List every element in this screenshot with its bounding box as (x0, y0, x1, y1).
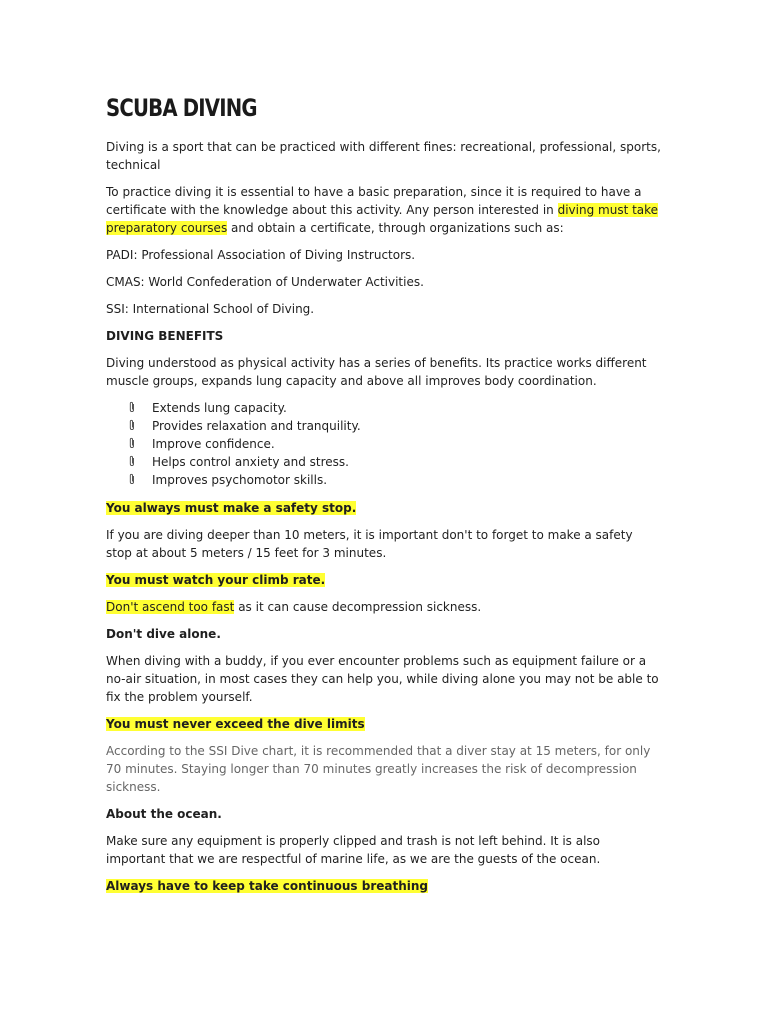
list-item-label: Extends lung capacity. (152, 401, 287, 415)
dive-limits-paragraph: According to the SSI Dive chart, it is recommended that a diver stay at 15 meters, for only 70 minutes. Staying longer than 70 minutes greatly increases the risk of decompression sickness. (106, 744, 651, 794)
benefits-paragraph: Diving understood as physical activity has a series of benefits. Its practice works different muscle groups, expands lung capacity and above all improves body coordination. (106, 356, 647, 388)
ocean-heading: About the ocean. (106, 807, 222, 821)
preparation-text-end: and obtain a certificate, through organizations such as: (227, 221, 564, 235)
list-item-label: Provides relaxation and tranquility. (152, 419, 361, 433)
list-item-label: Helps control anxiety and stress. (152, 455, 349, 469)
ocean-paragraph: Make sure any equipment is properly clipped and trash is not left behind. It is also important that we are respectful of marine life, as we are the guests of the ocean. (106, 834, 601, 866)
list-item (128, 435, 662, 453)
breathing-heading (106, 877, 662, 895)
page-title: SCUBA DIVING (106, 94, 257, 122)
paperclip-icon (128, 473, 136, 485)
document-page (106, 92, 662, 904)
dive-limits-heading-text: You must never exceed the dive limits (106, 717, 365, 731)
org-ssi: SSI: International School of Diving. (106, 302, 315, 316)
climb-rate-heading-text: You must watch your climb rate. (106, 573, 326, 587)
dive-alone-heading: Don't dive alone. (106, 627, 221, 641)
preparation-highlight: diving must take preparatory courses (106, 203, 659, 235)
climb-rate-highlight: Don't ascend too fast (106, 600, 235, 614)
breathing-heading-text: Always have to keep take continuous breathing (106, 879, 429, 893)
dive-alone-paragraph: When diving with a buddy, if you ever encounter problems such as equipment failure or a no-air situation, in most cases they can help you, while diving alone you may not be able to fix the problem yourself. (106, 654, 659, 704)
list-item-label: Improves psychomotor skills. (152, 473, 328, 487)
org-cmas: CMAS: World Confederation of Underwater Activities. (106, 275, 424, 289)
safety-stop-heading (106, 499, 662, 517)
dive-limits-heading (106, 715, 662, 733)
preparation-text: To practice diving it is essential to have a basic preparation, since it is required to have a certificate with the knowledge about this activity. Any person interested in (106, 185, 642, 217)
intro-paragraph: Diving is a sport that can be practiced with different fines: recreational, professional, sports, technical (106, 140, 661, 172)
climb-rate-paragraph (106, 598, 662, 616)
climb-rate-text: as it can cause decompression sickness. (234, 600, 482, 614)
list-item (128, 417, 662, 435)
list-item (128, 471, 662, 489)
safety-stop-paragraph: If you are diving deeper than 10 meters, it is important don't to forget to make a safety stop at about 5 meters / 15 feet for 3 minutes. (106, 528, 633, 560)
preparation-paragraph (106, 183, 662, 237)
safety-stop-heading-text: You always must make a safety stop. (106, 501, 357, 515)
benefits-list (106, 399, 662, 489)
paperclip-icon (128, 401, 136, 413)
org-padi: PADI: Professional Association of Diving Instructors. (106, 248, 416, 262)
paperclip-icon (128, 455, 136, 467)
list-item (128, 453, 662, 471)
benefits-heading: DIVING BENEFITS (106, 329, 224, 343)
list-item (128, 399, 662, 417)
list-item-label: Improve confidence. (152, 437, 275, 451)
paperclip-icon (128, 419, 136, 431)
paperclip-icon (128, 437, 136, 449)
climb-rate-heading (106, 571, 662, 589)
